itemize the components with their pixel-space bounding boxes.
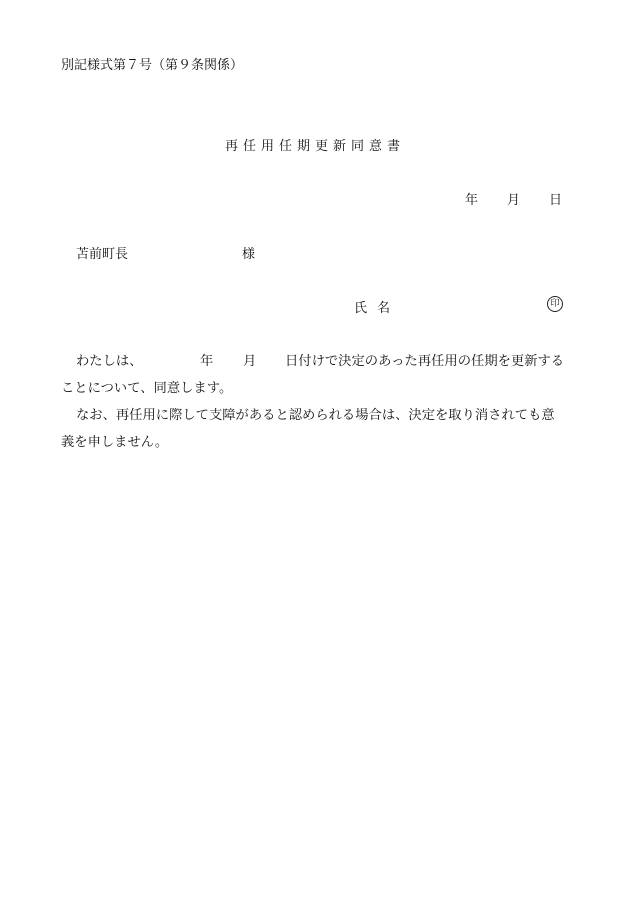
document-title: 再任用任期更新同意書 bbox=[225, 139, 406, 154]
seal-mark: 印 bbox=[547, 296, 563, 312]
body-line1-lead: わたしは、 bbox=[76, 354, 143, 369]
date-day-label: 日 bbox=[549, 193, 563, 208]
date-month-label: 月 bbox=[507, 193, 521, 208]
addressee-name: 苫前町長 bbox=[76, 247, 129, 262]
signer-name-label: 氏名 bbox=[354, 301, 401, 316]
body-line3: なお、再任用に際して支障があると認められる場合は、決定を取り消されても意 bbox=[76, 408, 555, 423]
body-line1-rest: 日付けで決定のあった再任用の任期を更新する bbox=[285, 354, 565, 369]
body-line4: 義を申しません。 bbox=[61, 435, 169, 450]
body-line1-year: 年 bbox=[200, 354, 214, 369]
addressee-honorific: 様 bbox=[242, 247, 256, 262]
form-number: 別記様式第７号（第９条関係） bbox=[61, 58, 244, 73]
date-year-label: 年 bbox=[465, 193, 479, 208]
body-line1-month: 月 bbox=[243, 354, 257, 369]
body-line2: ことについて、同意します。 bbox=[61, 381, 233, 396]
